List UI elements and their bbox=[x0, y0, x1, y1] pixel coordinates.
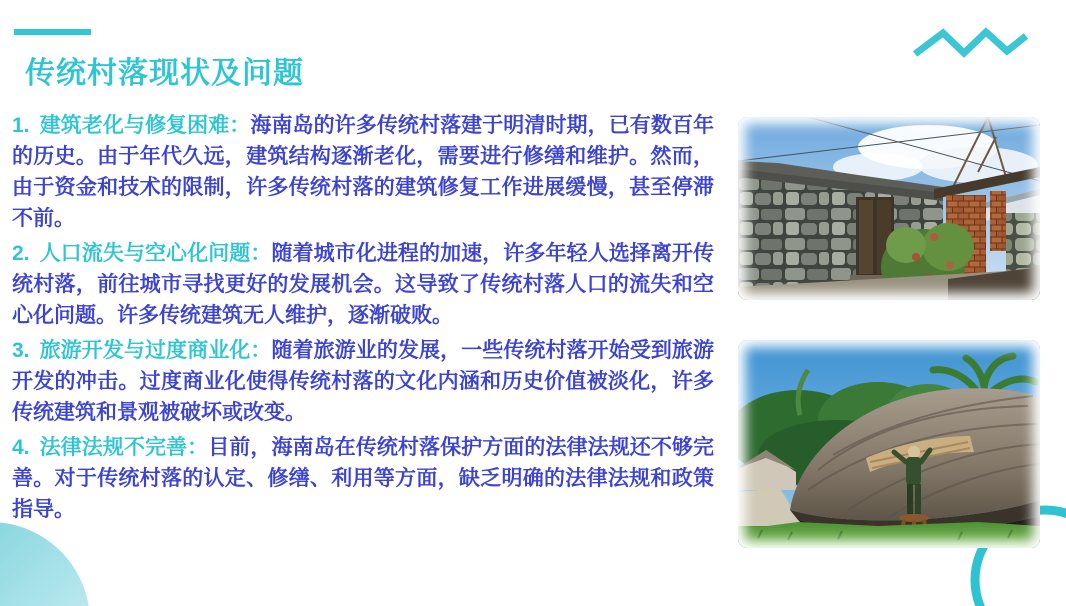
item-heading: 旅游开发与过度商业化： bbox=[39, 339, 272, 362]
page-title: 传统村落现状及问题 bbox=[25, 57, 304, 90]
item-heading: 人口流失与空心化问题： bbox=[39, 242, 272, 265]
item-number: 1. bbox=[12, 114, 30, 137]
item-body: 目前，海南岛在传统村落保护方面的法律法规还不够完善。对于传统村落的认定、修缮、利用等方面，缺乏明确的法律法规和政策指导。 bbox=[12, 436, 715, 521]
thatched-roof-photo bbox=[738, 340, 1040, 548]
list-item bbox=[12, 110, 714, 234]
item-number: 3. bbox=[12, 339, 30, 362]
item-heading: 法律法规不完善： bbox=[39, 436, 209, 459]
stone-house-photo bbox=[738, 117, 1040, 300]
item-body: 海南岛的许多传统村落建于明清时期，已有数百年的历史。由于年代久远，建筑结构逐渐老化，需要进行修缮和维护。然而，由于资金和技术的限制，许多传统村落的建筑修复工作进展缓慢，甚至停滞不前。 bbox=[12, 114, 715, 230]
content-list bbox=[12, 110, 714, 529]
item-body: 随着旅游业的发展，一些传统村落开始受到旅游开发的冲击。过度商业化使得传统村落的文化内涵和历史价值被淡化，许多传统建筑和景观被破坏或改变。 bbox=[12, 339, 715, 424]
corner-circle-decoration bbox=[0, 522, 90, 606]
list-item bbox=[12, 432, 714, 525]
list-item bbox=[12, 238, 714, 331]
item-heading: 建筑老化与修复困难： bbox=[39, 114, 251, 137]
item-number: 2. bbox=[12, 242, 30, 265]
zigzag-icon bbox=[905, 25, 1035, 61]
accent-bar bbox=[14, 29, 91, 35]
item-number: 4. bbox=[12, 436, 30, 459]
list-item bbox=[12, 335, 714, 428]
item-body: 随着城市化进程的加速，许多年轻人选择离开传统村落，前往城市寻找更好的发展机会。这导致了传统村落人口的流失和空心化问题。许多传统建筑无人维护，逐渐破败。 bbox=[12, 242, 715, 327]
